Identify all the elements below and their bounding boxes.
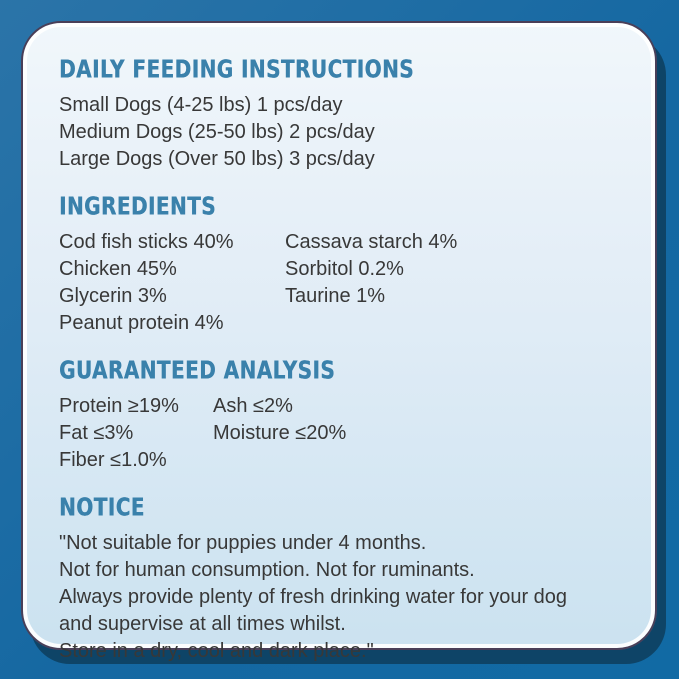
ingredient-item: Glycerin 3% <box>59 285 167 307</box>
ingredient-item: Peanut protein 4% <box>59 312 224 334</box>
section-notice <box>59 495 625 665</box>
ingredient-item: Chicken 45% <box>59 258 177 280</box>
analysis-item: Fat ≤3% <box>59 422 134 444</box>
daily-feeding-heading: DAILY FEEDING INSTRUCTIONS <box>59 55 415 85</box>
notice-heading: NOTICE <box>59 493 145 523</box>
ingredient-item: Cassava starch 4% <box>285 231 458 253</box>
feeding-line-large-dogs: Large Dogs (Over 50 lbs) 3 pcs/day <box>59 148 375 170</box>
analysis-item: Moisture ≤20% <box>213 422 347 444</box>
feeding-line-small-dogs: Small Dogs (4-25 lbs) 1 pcs/day <box>59 94 343 116</box>
feeding-label-card <box>21 21 657 662</box>
ingredients-left-column <box>59 229 285 337</box>
ingredients-right-column <box>285 229 625 337</box>
section-ingredients <box>59 194 625 337</box>
guaranteed-analysis-heading: GUARANTEED ANALYSIS <box>59 356 336 386</box>
section-guaranteed-analysis <box>59 358 625 474</box>
notice-line: Not for human consumption. Not for ruminants. <box>59 559 475 581</box>
analysis-item: Fiber ≤1.0% <box>59 449 167 471</box>
analysis-right-column <box>213 393 625 474</box>
ingredient-item: Cod fish sticks 40% <box>59 231 234 253</box>
notice-line: Always provide plenty of fresh drinking water for your dog <box>59 586 568 608</box>
feeding-line-medium-dogs: Medium Dogs (25-50 lbs) 2 pcs/day <box>59 121 375 143</box>
ingredient-item: Taurine 1% <box>285 285 386 307</box>
notice-line: Store in a dry, cool and dark place." <box>59 640 374 662</box>
section-daily-feeding <box>59 57 625 173</box>
ingredient-item: Sorbitol 0.2% <box>285 258 404 280</box>
ingredients-heading: INGREDIENTS <box>59 192 217 222</box>
analysis-left-column <box>59 393 213 474</box>
analysis-item: Protein ≥19% <box>59 395 179 417</box>
analysis-columns <box>59 393 625 474</box>
analysis-item: Ash ≤2% <box>213 395 293 417</box>
notice-line: "Not suitable for puppies under 4 months. <box>59 532 427 554</box>
ingredients-columns <box>59 229 625 337</box>
notice-line: and supervise at all times whilst. <box>59 613 346 635</box>
